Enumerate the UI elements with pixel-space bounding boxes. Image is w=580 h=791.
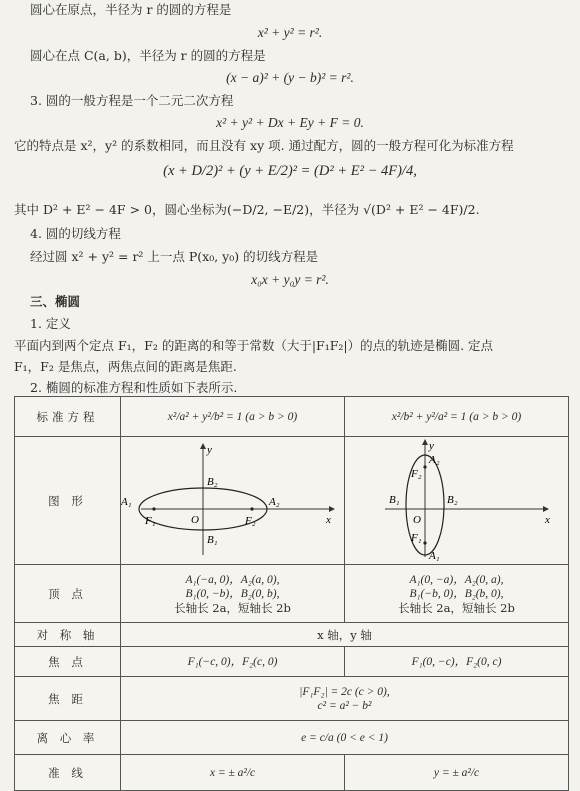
- text-circle-origin: 圆心在原点，半径为 r 的圆的方程是: [30, 2, 232, 17]
- table-row: [15, 397, 569, 437]
- label-A1: A₁: [121, 496, 132, 508]
- row-label-graph: 图 形: [15, 437, 121, 565]
- label-B2: B₂: [207, 476, 218, 488]
- heading-general-equation: 3. 圆的一般方程是一个二元二次方程: [30, 93, 234, 108]
- label-B1: B₁: [207, 534, 218, 546]
- focal-relation-eq: c² = a² − b²: [317, 699, 372, 712]
- axis-label-y: y: [207, 444, 212, 456]
- vertex-A-horizontal: A₁(−a, 0)，A₂(a, 0),: [185, 573, 280, 586]
- focal-distance: [121, 677, 569, 721]
- vertices-horizontal: [121, 565, 345, 623]
- focal-distance-eq: |F₁F₂| = 2c (c > 0),: [299, 685, 390, 698]
- text-circle-center: 圆心在点 C(a, b)，半径为 r 的圆的方程是: [30, 48, 266, 63]
- foci-vertical: F₁(0, −c)，F₂(0, c): [345, 647, 569, 677]
- label-A2: A₂: [269, 496, 280, 508]
- row-label-symmetry: 对 称 轴: [15, 623, 121, 647]
- eq-circle-origin: x² + y² = r².: [257, 25, 323, 40]
- vertical-ellipse-diagram: [345, 437, 569, 561]
- directrix-horizontal: x = ± a²/c: [121, 755, 345, 791]
- row-label-vertices: 顶 点: [15, 565, 121, 623]
- table-row: [15, 437, 569, 565]
- eq-standard-form: (x + D/2)² + (y + E/2)² = (D² + E² − 4F)/4,: [163, 163, 417, 179]
- vertices-vertical: [345, 565, 569, 623]
- label-A2: A₂: [429, 454, 440, 466]
- eq-circle-center: (x − a)² + (y − b)² = r².: [226, 70, 354, 85]
- table-row: [15, 565, 569, 623]
- axis-label-y: y: [429, 440, 434, 452]
- eq-general: x² + y² + Dx + Ey + F = 0.: [216, 115, 364, 130]
- row-label-focal-distance: 焦 距: [15, 677, 121, 721]
- table-row: [15, 677, 569, 721]
- row-label-directrix: 准 线: [15, 755, 121, 791]
- text-center-radius: 其中 D² + E² − 4F > 0，圆心坐标为(−D/2, −E/2)，半径为 √(D² + E² − 4F)/2.: [14, 202, 480, 217]
- directrix-vertical: y = ± a²/c: [345, 755, 569, 791]
- label-B1: B₁: [389, 494, 400, 506]
- label-B2: B₂: [447, 494, 458, 506]
- axis-label-x: x: [545, 514, 550, 526]
- row-label-foci: 焦 点: [15, 647, 121, 677]
- table-row: [15, 647, 569, 677]
- text-definition: 平面内到两个定点 F₁，F₂ 的距离的和等于常数（大于|F₁F₂|）的点的轨迹是椭圆. 定点: [14, 338, 494, 353]
- vertex-B-vertical: B₁(−b, 0)，B₂(b, 0),: [409, 587, 504, 600]
- graph-vertical-cell: [345, 437, 569, 565]
- label-F2: F₂: [245, 515, 256, 527]
- std-eq-vertical: x²/b² + y²/a² = 1 (a > b > 0): [345, 397, 569, 437]
- section-ellipse: 三、椭圆: [30, 294, 81, 309]
- label-origin: O: [191, 514, 199, 526]
- foci-horizontal: F₁(−c, 0)，F₂(c, 0): [121, 647, 345, 677]
- eccentricity: e = c/a (0 < e < 1): [121, 721, 569, 755]
- horizontal-ellipse-diagram: [121, 437, 345, 561]
- label-F1: F₁: [145, 515, 156, 527]
- vertex-A-vertical: A₁(0, −a)，A₂(0, a),: [409, 573, 504, 586]
- label-F1: F₁: [411, 532, 422, 544]
- heading-tangent: 4. 圆的切线方程: [30, 226, 121, 241]
- label-A1: A₁: [429, 550, 440, 561]
- label-F2: F₂: [411, 468, 422, 480]
- text-foci: F₁，F₂ 是焦点，两焦点间的距离是焦距.: [14, 359, 237, 374]
- row-label-eccentricity: 离 心 率: [15, 721, 121, 755]
- label-origin: O: [413, 514, 421, 526]
- text-tangent: 经过圆 x² + y² = r² 上一点 P(x₀, y₀) 的切线方程是: [30, 249, 319, 264]
- symmetry-axes: x 轴，y 轴: [121, 623, 569, 647]
- vertex-B-horizontal: B₁(0, −b)，B₂(0, b),: [185, 587, 280, 600]
- table-row: [15, 721, 569, 755]
- std-eq-horizontal: x²/a² + y²/b² = 1 (a > b > 0): [121, 397, 345, 437]
- text-characteristics: 它的特点是 x²，y² 的系数相同，而且没有 xy 项. 通过配方，圆的一般方程可化为标准方程: [14, 138, 514, 153]
- heading-definition: 1. 定义: [30, 316, 71, 331]
- axis-length-horizontal: 长轴长 2a，短轴长 2b: [174, 600, 291, 615]
- row-label-standard-equation: 标准方程: [15, 397, 121, 437]
- table-row: [15, 755, 569, 791]
- eq-tangent: x₀x + y₀y = r².: [251, 272, 329, 287]
- graph-horizontal-cell: [121, 437, 345, 565]
- table-row: [15, 623, 569, 647]
- ellipse-properties-table: [14, 396, 569, 791]
- axis-length-vertical: 长轴长 2a，短轴长 2b: [398, 600, 515, 615]
- heading-table: 2. 椭圆的标准方程和性质如下表所示.: [30, 380, 238, 395]
- axis-label-x: x: [326, 514, 331, 526]
